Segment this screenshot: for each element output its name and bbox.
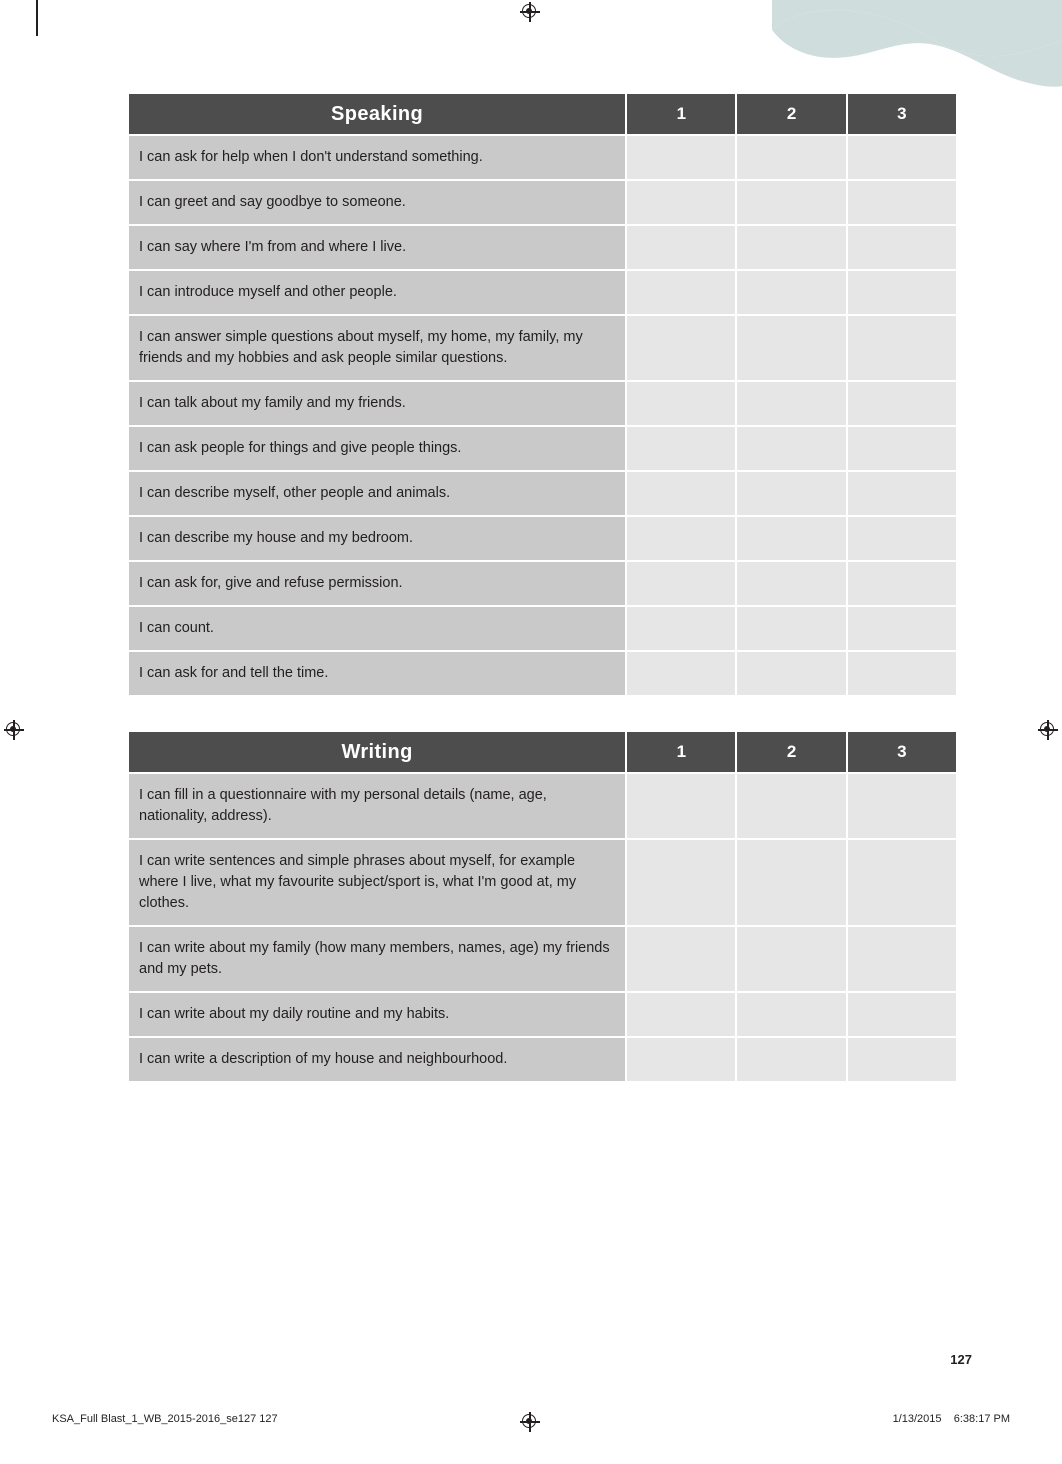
checkbox-cell-2[interactable] (737, 472, 845, 515)
statement-text: I can describe my house and my bedroom. (129, 517, 625, 560)
checkbox-cell-2[interactable] (737, 607, 845, 650)
column-header-2: 2 (737, 94, 845, 134)
statement-text: I can greet and say goodbye to someone. (129, 181, 625, 224)
checkbox-cell-3[interactable] (848, 517, 956, 560)
checkbox-cell-2[interactable] (737, 562, 845, 605)
column-header-1: 1 (627, 94, 735, 134)
checkbox-cell-1[interactable] (627, 840, 735, 925)
checkbox-cell-2[interactable] (737, 840, 845, 925)
column-header-1: 1 (627, 732, 735, 772)
checkbox-cell-1[interactable] (627, 652, 735, 695)
checkbox-cell-2[interactable] (737, 181, 845, 224)
checklist-sheet (129, 92, 956, 1083)
statement-text: I can write about my daily routine and my habits. (129, 993, 625, 1036)
checkbox-cell-2[interactable] (737, 1038, 845, 1081)
footer-timestamp (893, 1413, 1010, 1425)
checkbox-cell-3[interactable] (848, 226, 956, 269)
table-row (129, 226, 956, 269)
checkbox-cell-1[interactable] (627, 472, 735, 515)
statement-text: I can answer simple questions about myself, my home, my family, my friends and my hobbies and ask people similar questions. (129, 316, 625, 380)
checkbox-cell-3[interactable] (848, 271, 956, 314)
checkbox-cell-2[interactable] (737, 993, 845, 1036)
statement-text: I can introduce myself and other people. (129, 271, 625, 314)
footer-filename: KSA_Full Blast_1_WB_2015-2016_se127 127 (52, 1413, 278, 1425)
registration-mark-right (1038, 720, 1058, 740)
checkbox-cell-2[interactable] (737, 136, 845, 179)
statement-text: I can write about my family (how many members, names, age) my friends and my pets. (129, 927, 625, 991)
table-title-writing: Writing (129, 732, 625, 772)
checkbox-cell-1[interactable] (627, 562, 735, 605)
table-row (129, 1038, 956, 1081)
checkbox-cell-2[interactable] (737, 226, 845, 269)
statement-text: I can count. (129, 607, 625, 650)
checkbox-cell-3[interactable] (848, 181, 956, 224)
table-row (129, 427, 956, 470)
statement-text: I can describe myself, other people and animals. (129, 472, 625, 515)
checkbox-cell-3[interactable] (848, 427, 956, 470)
checkbox-cell-1[interactable] (627, 517, 735, 560)
statement-text: I can ask for and tell the time. (129, 652, 625, 695)
checkbox-cell-3[interactable] (848, 316, 956, 380)
table-row (129, 927, 956, 991)
table-row (129, 472, 956, 515)
checkbox-cell-1[interactable] (627, 136, 735, 179)
table-row (129, 840, 956, 925)
checkbox-cell-1[interactable] (627, 382, 735, 425)
table-row (129, 652, 956, 695)
checkbox-cell-3[interactable] (848, 840, 956, 925)
checkbox-cell-1[interactable] (627, 993, 735, 1036)
checkbox-cell-2[interactable] (737, 427, 845, 470)
checkbox-cell-3[interactable] (848, 607, 956, 650)
table-row (129, 774, 956, 838)
table-row (129, 562, 956, 605)
table-row (129, 181, 956, 224)
table-title-speaking: Speaking (129, 94, 625, 134)
statement-text: I can write a description of my house and neighbourhood. (129, 1038, 625, 1081)
statement-text: I can talk about my family and my friends. (129, 382, 625, 425)
checkbox-cell-3[interactable] (848, 652, 956, 695)
checkbox-cell-3[interactable] (848, 927, 956, 991)
registration-mark-left (4, 720, 24, 740)
crop-mark-top-right (1026, 0, 1028, 36)
checkbox-cell-1[interactable] (627, 181, 735, 224)
checkbox-cell-2[interactable] (737, 316, 845, 380)
table-header-row (129, 732, 956, 772)
statement-text: I can ask people for things and give people things. (129, 427, 625, 470)
statement-text: I can say where I'm from and where I live. (129, 226, 625, 269)
crop-mark-right-upper (1026, 36, 1062, 38)
checkbox-cell-1[interactable] (627, 271, 735, 314)
checkbox-cell-3[interactable] (848, 1038, 956, 1081)
checkbox-cell-3[interactable] (848, 774, 956, 838)
table-row (129, 517, 956, 560)
checkbox-cell-3[interactable] (848, 562, 956, 605)
column-header-3: 3 (848, 94, 956, 134)
statement-text: I can fill in a questionnaire with my personal details (name, age, nationality, address). (129, 774, 625, 838)
checkbox-cell-3[interactable] (848, 993, 956, 1036)
checkbox-cell-1[interactable] (627, 427, 735, 470)
table-row (129, 382, 956, 425)
checkbox-cell-1[interactable] (627, 774, 735, 838)
checkbox-cell-1[interactable] (627, 1038, 735, 1081)
table-row (129, 271, 956, 314)
checkbox-cell-2[interactable] (737, 382, 845, 425)
table-row (129, 136, 956, 179)
page-number: 127 (950, 1352, 972, 1367)
checkbox-cell-2[interactable] (737, 652, 845, 695)
checkbox-cell-1[interactable] (627, 927, 735, 991)
checkbox-cell-3[interactable] (848, 136, 956, 179)
statement-text: I can ask for help when I don't understand something. (129, 136, 625, 179)
registration-mark-top (520, 2, 540, 22)
checkbox-cell-1[interactable] (627, 226, 735, 269)
checkbox-cell-2[interactable] (737, 774, 845, 838)
crop-mark-top-left (36, 0, 38, 36)
statement-text: I can ask for, give and refuse permission. (129, 562, 625, 605)
footer-time: 6:38:17 PM (953, 1413, 1010, 1425)
checkbox-cell-2[interactable] (737, 271, 845, 314)
table-row (129, 316, 956, 380)
checkbox-cell-3[interactable] (848, 472, 956, 515)
registration-mark-bottom (520, 1412, 540, 1432)
checkbox-cell-1[interactable] (627, 607, 735, 650)
skills-table-writing (129, 730, 956, 1083)
checkbox-cell-1[interactable] (627, 316, 735, 380)
table-row (129, 607, 956, 650)
column-header-2: 2 (737, 732, 845, 772)
skills-table-speaking (129, 92, 956, 697)
column-header-3: 3 (848, 732, 956, 772)
checkbox-cell-3[interactable] (848, 382, 956, 425)
checkbox-cell-2[interactable] (737, 517, 845, 560)
table-row (129, 993, 956, 1036)
checkbox-cell-2[interactable] (737, 927, 845, 991)
table-header-row (129, 94, 956, 134)
footer-date: 1/13/2015 (892, 1413, 942, 1425)
statement-text: I can write sentences and simple phrases about myself, for example where I live, what my favourite subject/sport is, what I'm good at, my clothes. (129, 840, 625, 925)
